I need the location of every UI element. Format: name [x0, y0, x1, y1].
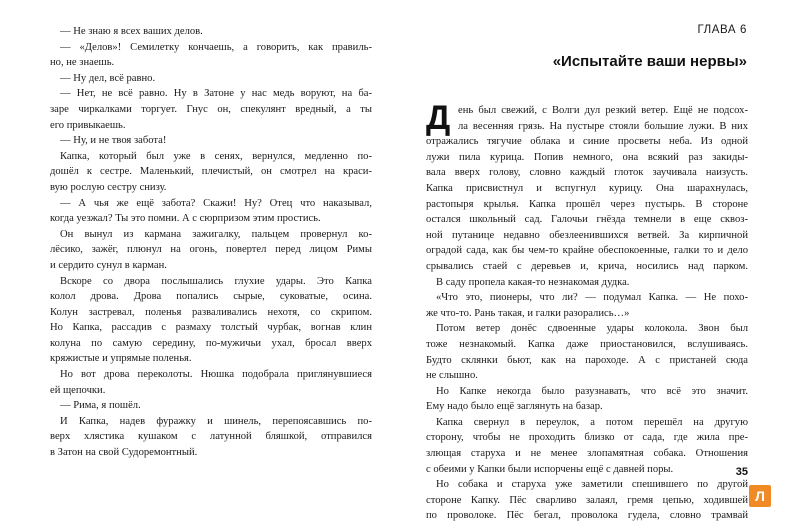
text-line: злющая старуха и не менее злопамятная собака. Отношения — [426, 448, 748, 460]
chapter-title: «Испытайте ваши нервы» — [552, 53, 747, 70]
text-line: ей щепочки. — [50, 384, 106, 396]
text-line: лёсико, зажёг, плюнул на огонь, повертел перед лицом Римы — [50, 244, 372, 256]
text-line: — Ну, и не твоя забота! — [60, 135, 167, 147]
text-line: в Затон на свой Судоремонтный. — [50, 447, 198, 459]
text-line: не слышно. — [426, 370, 478, 382]
text-line: дошёл к сестре. Маленький, плечистый, он смотрел на краси- — [50, 166, 372, 178]
text-line: колуна по самую середину, по-мужичьи ухал, бросал вверх — [50, 337, 372, 349]
text-line: заре чиркалками торгует. Гнус он, спекулянт вредный, а ты — [50, 103, 372, 115]
text-line: — Ну дел, всё равно. — [60, 72, 156, 84]
text-line: вала вверх голову, словно каждый глоток заучивала наизусть. — [426, 167, 748, 179]
text-line: В саду пропела какая-то незнакомая дудка. — [436, 276, 630, 288]
text-line: сторону, чтобы не проходить близко от сада, где жила пре- — [426, 432, 748, 444]
text-line: Колун застревал, поленья разваливались нехотя, со скрипом. — [50, 306, 372, 318]
page-number: 35 — [735, 466, 748, 478]
text-line: же что-то. Рань такая, и галки разорались…» — [426, 307, 630, 319]
text-line: и сердито сунул в карман. — [50, 259, 167, 271]
text-line: Он вынул из кармана зажигалку, пальцем провернул ко- — [60, 228, 372, 240]
publisher-logo-icon — [749, 485, 771, 507]
text-line: Капка присвистнул и вспугнул курицу. Она шарахнулась, — [426, 182, 748, 194]
text-line: верх хлястика кушаком с латунной бляшкой, отправился — [50, 431, 372, 443]
text-line: вую рослую сестру снизу. — [50, 181, 167, 193]
text-line: остался школьный сад. Галочьи гнёзда темнели в еще сквоз- — [426, 214, 748, 226]
left-text-column — [50, 24, 372, 461]
text-line: отражались тягучие облака и синие просветы неба. Из одной — [426, 136, 748, 148]
text-line: стороне Капку. Пёс сварливо залаял, гремя цепью, ходившей — [426, 494, 748, 506]
left-page — [0, 0, 400, 521]
text-line: ла весенняя грязь. На пустыре стояли большие лужи. В них — [458, 120, 748, 132]
publisher-logo-glyph: Л — [755, 488, 765, 504]
text-line: когда уезжал? Ты это помни. А с сюрпризом этим простись. — [50, 213, 321, 225]
text-line: тоже незнакомый. Капка даже приостановился, вслушиваясь. — [426, 338, 748, 350]
text-line: Будто склянки бьют, как на пароходе. А с пристаней сюда — [426, 354, 748, 366]
text-line: ень был свежий, с Волги дул резкий ветер. Ещё не подсох- — [458, 105, 748, 116]
text-line: — Нет, не всё равно. Ну в Затоне у нас медь воруют, на ба- — [60, 88, 372, 100]
text-line: «Что это, пионеры, что ли? — подумал Капка. — Не похо- — [436, 292, 748, 304]
text-line: Но Капка, рассадив с размаху толстый чурбак, вогнав клин — [50, 322, 372, 334]
text-line: но, не знаешь. — [50, 57, 115, 69]
text-line: Капка свернул в переулок, а потом перешёл на другую — [436, 416, 748, 428]
text-line: Ему надо было ещё заглянуть на базар. — [426, 401, 603, 413]
text-line: с обеими у Капки были испорчены ещё с давней поры. — [426, 463, 674, 475]
text-line: Но Капке некогда было разузнавать, что всё это значит. — [436, 385, 748, 397]
text-line: — «Делов»! Семилетку кончаешь, а говорить, как правиль- — [60, 41, 372, 53]
text-line: Потом ветер донёс сдвоенные удары колокола. Звон был — [436, 323, 748, 335]
text-line: И Капка, надев фуражку и шинель, перепоясавшись по- — [60, 415, 372, 427]
text-line: ной путанице недавно обезлеенившихся ветвей. За кирпичной — [426, 229, 748, 241]
text-line: по проволоке. Пёс бегал, проволока гудела, словно трамвай — [426, 510, 748, 522]
right-text-column — [426, 99, 748, 524]
chapter-label: ГЛАВА 6 — [697, 24, 747, 36]
text-line: колол дрова. Дрова попались сырые, суковатые, осина. — [50, 291, 372, 303]
text-line: кряжистые и упрямые поленья. — [50, 353, 192, 365]
text-line: — А чья же ещё забота? Скажи! Ну? Отец что наказывал, — [60, 197, 372, 209]
text-line: его привыкаешь. — [50, 119, 126, 131]
text-line: Но вот дрова переколоты. Нюшка подобрала приглянувшиеся — [60, 369, 372, 381]
text-line: оградой сада, как бы чем-то крайне обеспокоенные, галки то и дело — [426, 245, 748, 257]
drop-cap: Д — [426, 99, 451, 137]
text-line: — Не знаю я всех ваших делов. — [60, 26, 203, 37]
text-line: срывались стаей с деревьев и, крича, носились над парком. — [426, 260, 748, 272]
text-line: растопыря крылья. Капка прошёл через пустырь. В стороне — [426, 198, 748, 210]
text-line: Капка, который был уже в сенях, вернулся, медленно по- — [60, 150, 372, 162]
text-line: Вскоре со двора послышались глухие удары. Это Капка — [60, 275, 372, 287]
text-line: — Рима, я пошёл. — [60, 400, 141, 412]
text-line: Но собака и старуха уже заметили спешившего по другой — [436, 479, 748, 491]
text-line: лужи пила курица. Попив немного, она всякий раз закиды- — [426, 151, 748, 163]
